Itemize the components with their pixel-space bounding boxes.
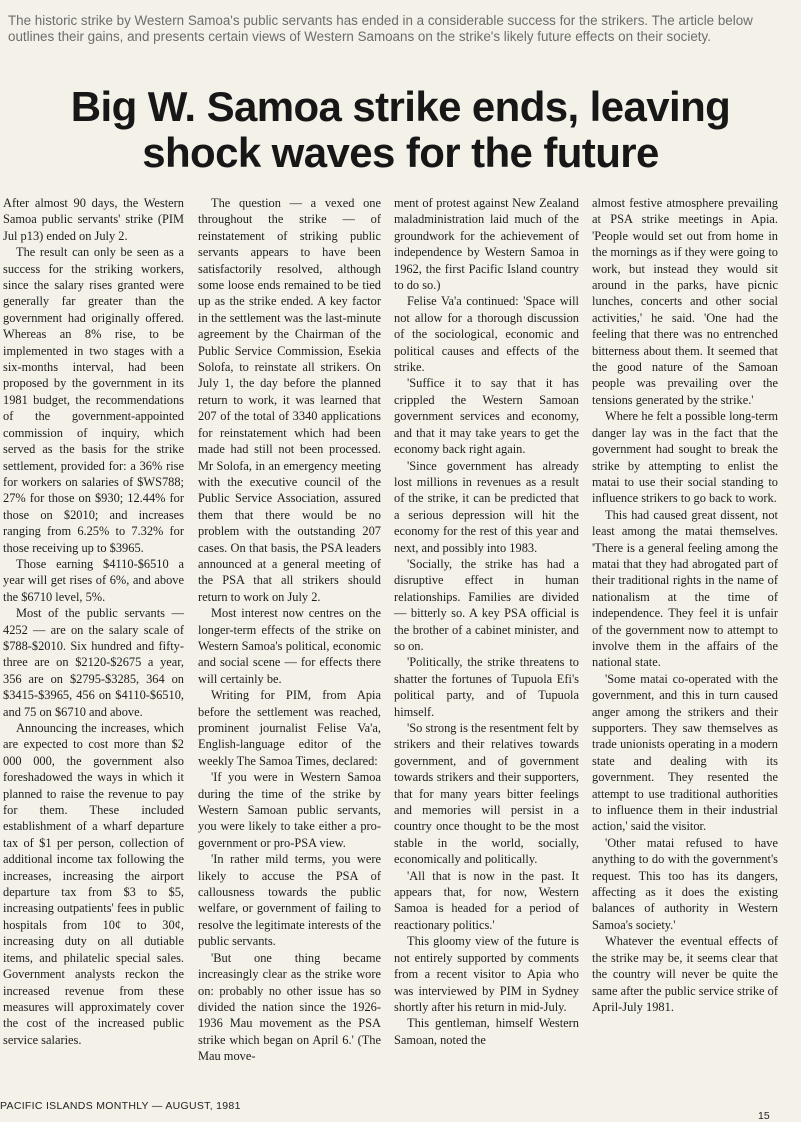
paragraph: 'In rather mild terms, you were likely to accuse the PSA of callousness towards the public welfare, or government of failing to resolve the legitimate interests of the public servants.	[198, 852, 381, 949]
paragraph: Announcing the increases, which are expected to cost more than $2 000 000, the government also foreshadowed the ways in which it planned to raise the revenue to pay for them. These included establishment of a wharf departure tax of $1 per person, collection of additional income tax following the increases, increasing the airport departure tax from $3 to $5, increasing outpatients' fees in public hospitals from 10¢ to 30¢, increasing duty on all dutiable items, and philatelic special sales. Government analysts reckon the increased revenue from these measures will approximately cover the cost of the increased public service salaries.	[3, 721, 184, 1047]
paragraph: Most interest now centres on the longer-term effects of the strike on Western Samoa's political, economic and social scene — for effects there will certainly be.	[198, 606, 381, 686]
text-column-1	[3, 195, 184, 1048]
paragraph: Writing for PIM, from Apia before the settlement was reached, prominent journalist Felise Va'a, English-language editor of the weekly The Samoa Times, declared:	[198, 688, 381, 768]
paragraph: Most of the public servants — 4252 — are on the salary scale of $788-$2010. Six hundred and fifty-three are on $2120-$2675 a year, 356 are on $2795-$3285, 364 on $3415-$3965, 456 on $4110-$6510, and 75 on $6710 and above.	[3, 606, 184, 719]
paragraph: 'But one thing became increasingly clear as the strike wore on: probably no other issue has so divided the nation since the 1926-1936 Mau movement as the PSA strike which began on April 6.' (The Mau move-	[198, 950, 381, 1064]
paragraph: After almost 90 days, the Western Samoa public servants' strike (PIM Jul p13) ended on July 2.	[3, 196, 184, 243]
paragraph: 'All that is now in the past. It appears that, for now, Western Samoa is headed for a period of reactionary politics.'	[394, 868, 579, 932]
paragraph: 'Socially, the strike has had a disruptive effect in human relationships. Families are divided — bitterly so. A key PSA official is the brother of a cabinet minister, and so on.	[394, 556, 579, 653]
article-headline	[0, 84, 801, 176]
paragraph: This had caused great dissent, not least among the matai themselves. 'There is a general feeling among the matai that they had abrogated part of their traditional rights in the name of nationalism at the time of independence. They feel it is unfair of the government now to attempt to involve them in the affairs of the national state.	[592, 507, 778, 670]
paragraph: This gloomy view of the future is not entirely supported by comments from a recent visitor to Apia who was interviewed by PIM in Sydney shortly after his return in mid-July.	[394, 934, 579, 1014]
paragraph: 'So strong is the resentment felt by strikers and their relatives towards government, and of government towards strikers and their supporters, that for many years bitter feelings and memories will persist in a country once thought to be the most stable in the world, socially, economically and politically.	[394, 721, 579, 867]
headline-line-1: Big W. Samoa strike ends, leaving	[70, 83, 731, 130]
article-standfirst: The historic strike by Western Samoa's public servants has ended in a considerable success for the strikers. The article below outlines their gains, and presents certain views of Western Samoans on the strike's likely future effects on their society.	[8, 13, 753, 45]
paragraph: 'Politically, the strike threatens to shatter the fortunes of Tupuola Efi's political party, and of Tupuola himself.	[394, 655, 579, 719]
paragraph: Felise Va'a continued: 'Space will not allow for a thorough discussion of the sociological, economic and political causes and effects of the strike.	[394, 294, 579, 375]
publication-footer: PACIFIC ISLANDS MONTHLY — AUGUST, 1981	[0, 1100, 241, 1112]
paragraph: ment of protest against New Zealand maladministration laid much of the groundwork for the achievement of independence by Western Samoa in 1962, the first Pacific Island country to do so.)	[394, 196, 579, 293]
paragraph: Whatever the eventual effects of the strike may be, it seems clear that the country will never be quite the same after the public service strike of April-July 1981.	[592, 934, 778, 1014]
text-column-4	[592, 195, 778, 1015]
paragraph: The question — a vexed one throughout the strike — of reinstatement of striking public servants appears to have been satisfactorily resolved, although some loose ends remained to be tied up as the strike ended. A key factor in the settlement was the last-minute agreement by the Chairman of the Public Service Commission, Esekia Solofa, to reinstate all strikers. On July 1, the day before the planned return to work, it was learned that 207 of the total of 3340 applications for reinstatement which had been made had still not been processed. Mr Solofa, in an emergency meeting with the executive council of the Public Service Association, assured them that there would be no problem with the outstanding 207 cases. On that basis, the PSA leaders announced at a general meeting of the PSA that all strikers should return to work on July 2.	[198, 196, 381, 604]
text-column-3	[394, 195, 579, 1048]
paragraph: Where he felt a possible long-term danger lay was in the fact that the government had sought to break the strike by attempting to enlist the matai to use their social standing to influence strikers to go back to work.	[592, 409, 778, 506]
text-column-2	[198, 195, 381, 1065]
headline-line-2: shock waves for the future	[142, 129, 659, 176]
paragraph: 'Other matai refused to have anything to do with the government's request. This too has its dangers, affecting as it does the existing balances of authority in Western Samoa's society.'	[592, 835, 778, 932]
page-number: 15	[758, 1110, 770, 1122]
paragraph: This gentleman, himself Western Samoan, noted the	[394, 1016, 579, 1047]
paragraph: 'Suffice it to say that it has crippled the Western Samoan government services and economy, and that it may take years to get the economy back right again.	[394, 376, 579, 457]
paragraph: 'If you were in Western Samoa during the time of the strike by Western Samoan public servants, you were likely to take either a pro-government or pro-PSA view.	[198, 770, 381, 850]
paragraph: almost festive atmosphere prevailing at PSA strike meetings in Apia. 'People would set out from home in the mornings as if they were going to work, but instead they would sit around in the parks, have picnic lunches, concerts and other social activities,' he said. 'One had the feeling that there was no entrenched bitterness about them. It seemed that the good nature of the Samoan people was prevailing over the tensions generated by the strike.'	[592, 196, 778, 407]
paragraph: Those earning $4110-$6510 a year will get rises of 6%, and above the $6710 level, 5%.	[3, 556, 184, 604]
paragraph: 'Some matai co-operated with the government, and this in turn caused anger among the strikers and their supporters. They saw themselves as trade unionists operating in a modern state and dealing with its government. They resented the attempt to use traditional authorities to influence them in their industrial action,' said the visitor.	[592, 671, 778, 834]
paragraph: The result can only be seen as a success for the striking workers, since the salary rises granted were generally far greater than the government had originally offered. Whereas an 8% rise, to be implemented in two stages with a six-months interval, had been proposed by the government in its 1981 budget, the recommendations of the government-appointed commission of inquiry, which served as the basis for the strike settlement, provided for: a 36% rise for workers on salaries of $WS788; 27% for those on $930; 12.44% for those on $2010; and increases ranging from 6.25% to 7.32% for those receiving up to $3965.	[3, 245, 184, 555]
paragraph: 'Since government has already lost millions in revenues as a result of the strike, it can be predicted that a serious depression will hit the economy for the rest of this year and next, and possibly into 1983.	[394, 458, 579, 555]
